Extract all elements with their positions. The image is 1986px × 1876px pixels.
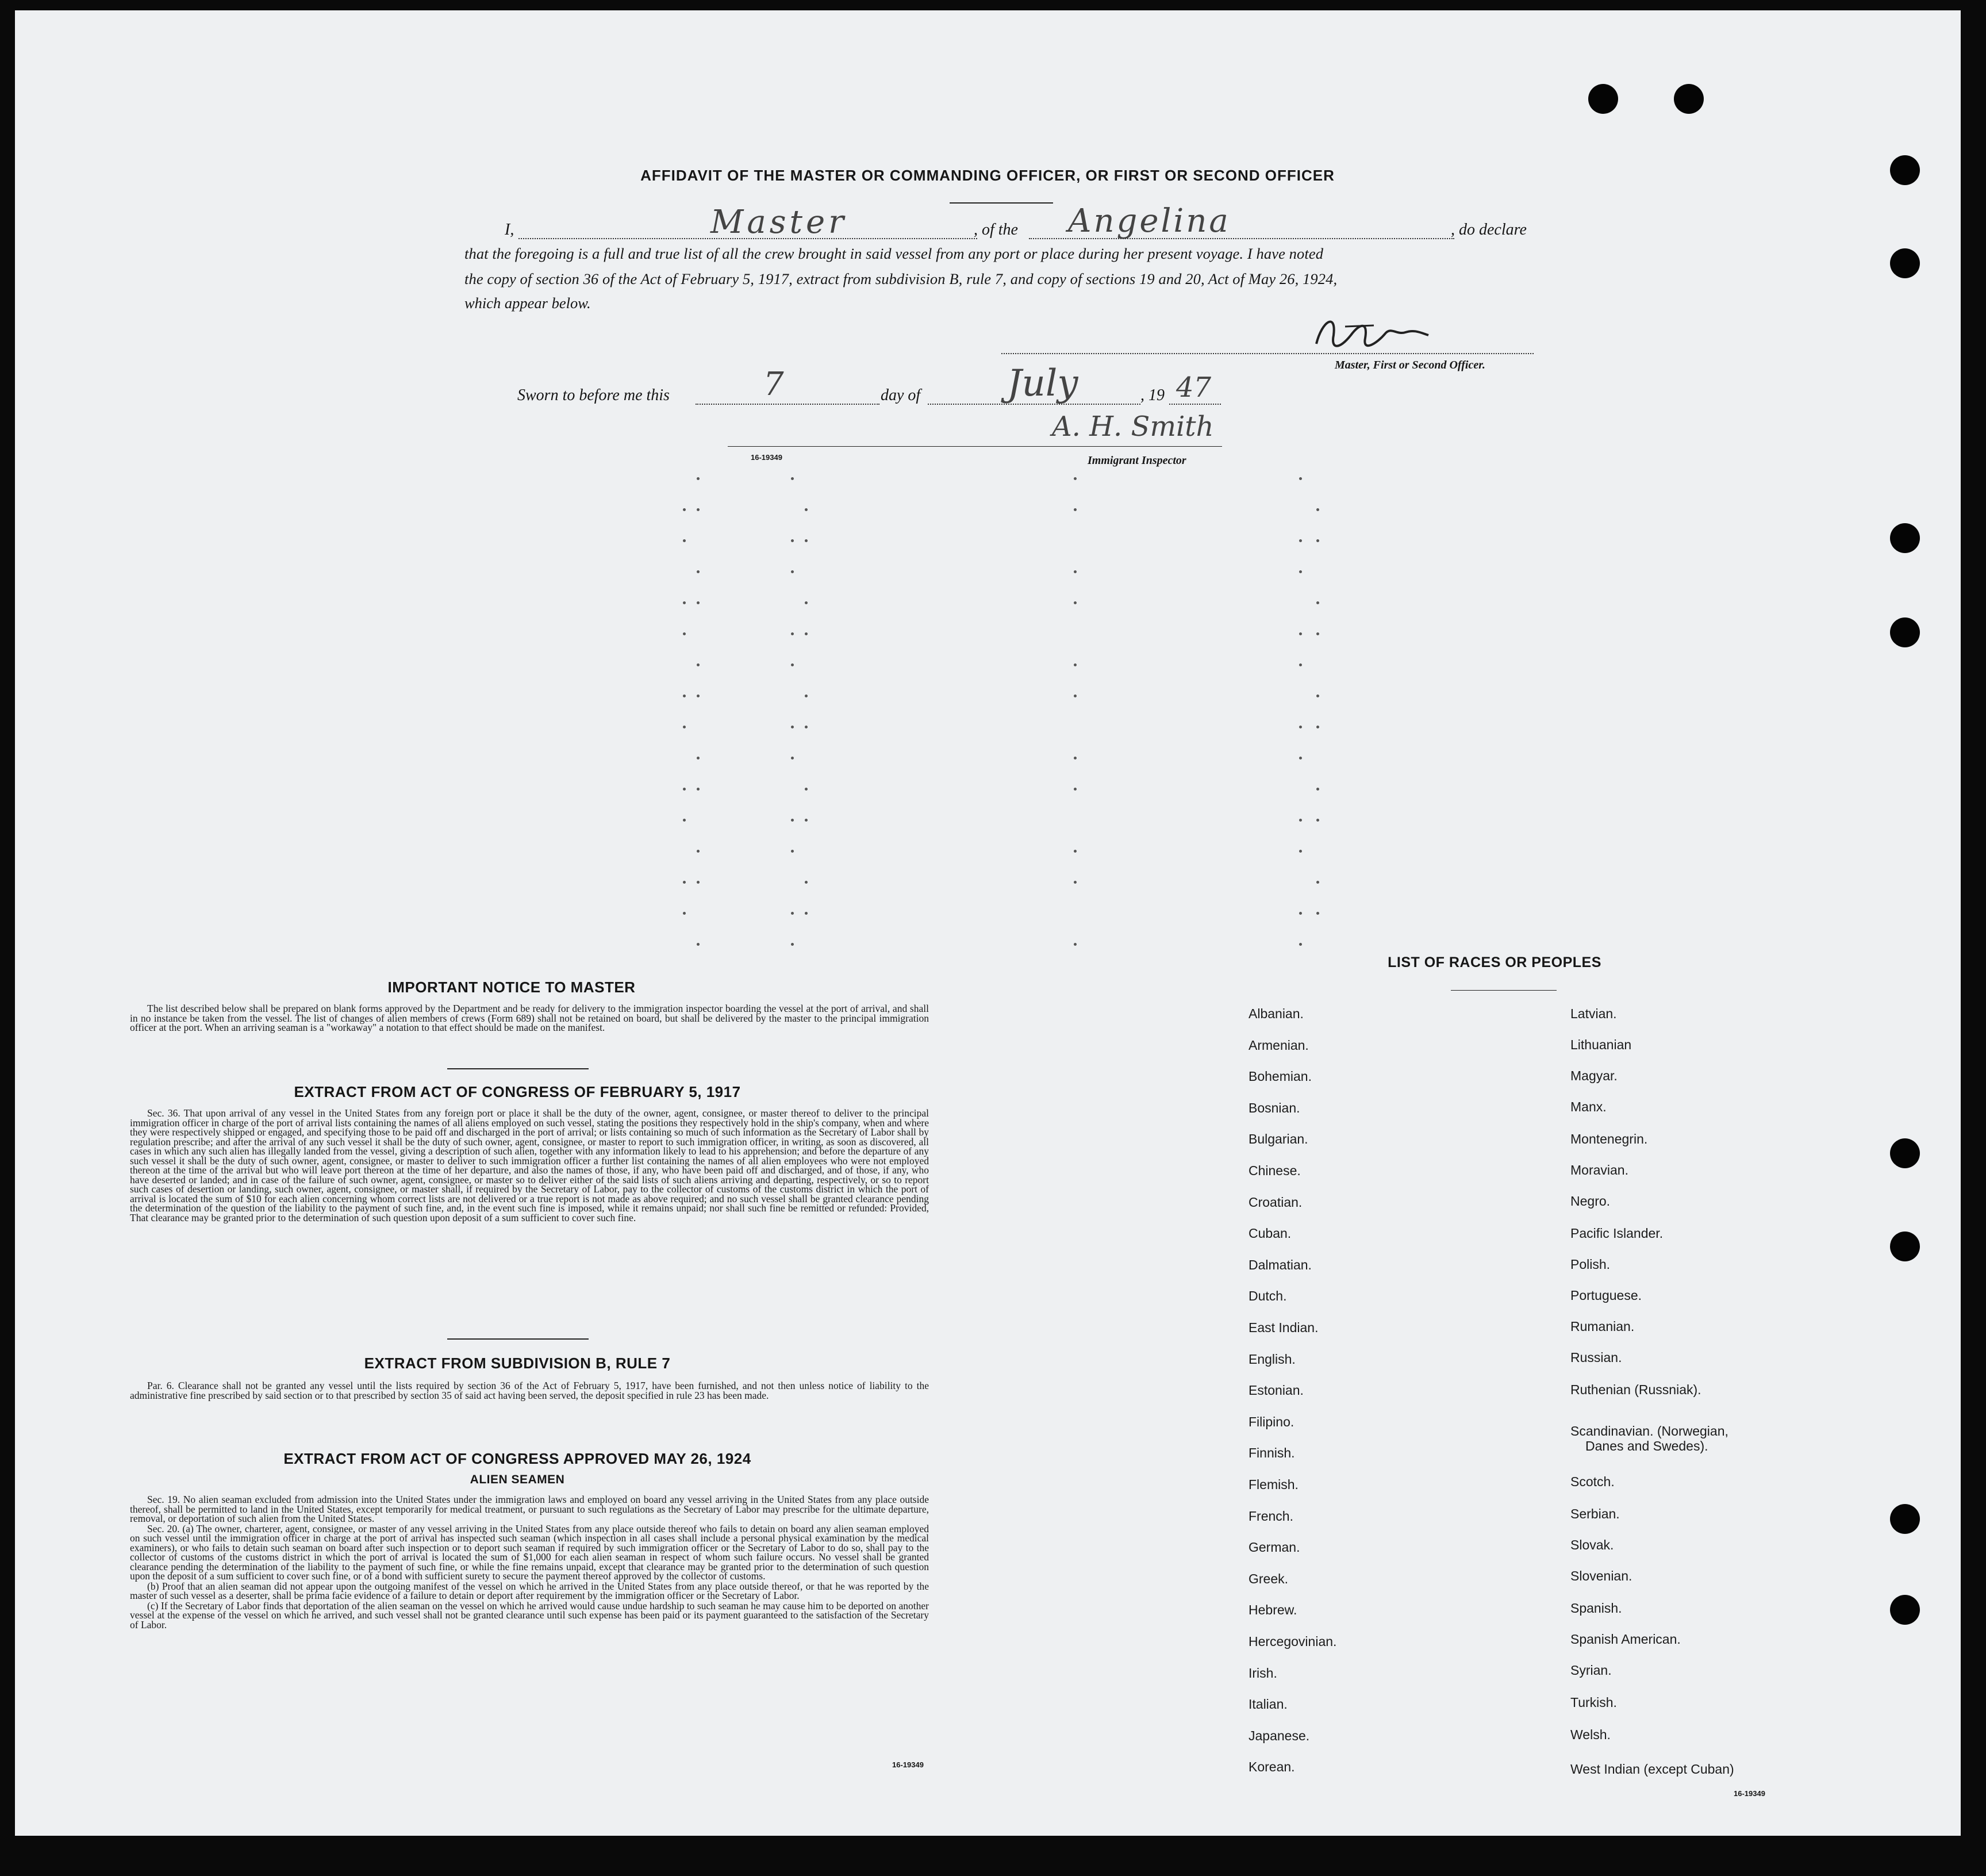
faint-dot xyxy=(697,570,700,573)
do-declare-label: , do declare xyxy=(1451,221,1527,239)
races-title: LIST OF RACES OR PEOPLES xyxy=(1388,954,1601,970)
race-item: Spanish. xyxy=(1570,1601,1622,1616)
faint-dot xyxy=(683,881,686,884)
faint-dot xyxy=(1316,881,1319,884)
day-handwritten: 7 xyxy=(763,366,784,403)
sec36-paragraph: Sec. 36. That upon arrival of any vessel in the United States from any foreign port or place it shall be the duty of the owner, agent, consignee, or master thereof to deliver to the principal immigration officer in charge of the port of arrival lists containing the names of all aliens employed on such vessel, stating the positions they respectively hold in the ship's company, when and where they were respectively shipped or engaged, and specifying those to be paid off and discharged in the port of arrival; or lists containing so much of such information as the Secretary of Labor shall by regulation prescribe; and after the arrival of any such vessel it shall be the duty of such owner, agent, consignee, or master to report to such immigration officer, in writing, as soon as discovered, all cases in which any such alien has illegally landed from the vessel, giving a description of such alien, together with any information likely to lead to his apprehension; and before the departure of any such vessel it shall be the duty of such owner, agent, consignee, or master to deliver to such immigration officer a further list containing the names of all alien employees who were not employed thereon at the time of the arrival but who will leave port thereon at the time of her departure, and also the names of those, if any, who have been paid off and discharged, and of those, if any, who have deserted or landed; and in case of the failure of such owner, agent, consignee, or master so to deliver either of the said lists of such aliens arriving and departing, respectively, or so to report such cases of desertion or landing, such owner, agent, consignee, or master shall, if required by the Secretary of Labor, pay to the collector of customs of the customs district in which the port of arrival is located the sum of $10 for each alien concerning whom correct lists are not delivered or a true report is not made as above required; and no such vessel shall be granted clearance pending the determination of the question of the liability to the payment of such fine, and, in the event such fine is imposed, while it remains unpaid; nor shall such fine be remitted or refunded: Provided, That clearance may be granted prior to the determination of such question upon deposit of a sum sufficient to cover such fine. xyxy=(130,1107,929,1223)
declaration-line-2: that the foregoing is a full and true list of all the crew brought in said vessel from any port or place during her present voyage. I have noted xyxy=(464,245,1324,262)
title-rule xyxy=(950,202,1053,204)
race-item: Bohemian. xyxy=(1249,1069,1312,1084)
race-item: Ruthenian (Russniak). xyxy=(1570,1382,1701,1397)
faint-dot xyxy=(1074,570,1077,573)
affidavit-form-number: 16-19349 xyxy=(751,453,782,462)
officer-handwritten: Master xyxy=(710,204,847,241)
punch-hole xyxy=(1890,1504,1920,1534)
faint-dot xyxy=(1074,881,1077,884)
extract-1924-text xyxy=(130,1495,929,1630)
faint-dot xyxy=(683,726,686,728)
faint-dot xyxy=(1299,819,1302,822)
race-item: Bulgarian. xyxy=(1249,1131,1308,1146)
affidavit-title: AFFIDAVIT OF THE MASTER OR COMMANDING OFFICER, OR FIRST OR SECOND OFFICER xyxy=(640,167,1335,184)
race-item: Japanese. xyxy=(1249,1728,1310,1743)
extract-1924-title: EXTRACT FROM ACT OF CONGRESS APPROVED MAY 26, 1924 xyxy=(283,1450,751,1467)
faint-dot xyxy=(791,663,794,666)
races-form-number: 16-19349 xyxy=(1734,1789,1765,1798)
race-item: Syrian. xyxy=(1570,1663,1612,1678)
day-of-label: day of xyxy=(881,386,921,404)
race-item: Korean. xyxy=(1249,1759,1295,1774)
race-item: Estonian. xyxy=(1249,1383,1304,1398)
faint-dot xyxy=(1074,477,1077,480)
faint-dot xyxy=(791,912,794,915)
extract-1917-title: EXTRACT FROM ACT OF CONGRESS OF FEBRUARY 5, 1917 xyxy=(294,1083,741,1100)
faint-dot xyxy=(697,757,700,759)
alien-seamen-subtitle: ALIEN SEAMEN xyxy=(470,1473,565,1486)
faint-dot xyxy=(683,788,686,791)
race-item: German. xyxy=(1249,1540,1300,1555)
day-line xyxy=(696,404,879,405)
faint-dot xyxy=(791,539,794,542)
faint-dot xyxy=(1299,539,1302,542)
faint-dot xyxy=(683,539,686,542)
faint-dot xyxy=(791,477,794,480)
master-caption: Master, First or Second Officer. xyxy=(1335,359,1485,371)
faint-dot xyxy=(791,819,794,822)
master-signature-line xyxy=(1001,353,1534,354)
extract-1917-text xyxy=(130,1108,929,1223)
race-item: Dutch. xyxy=(1249,1288,1287,1303)
faint-dot xyxy=(1316,726,1319,728)
faint-dot xyxy=(805,788,808,791)
race-item: Danes and Swedes). xyxy=(1585,1438,1708,1453)
faint-dot xyxy=(1299,757,1302,759)
faint-dot xyxy=(1316,539,1319,542)
race-item: Polish. xyxy=(1570,1257,1611,1272)
faint-dot xyxy=(791,632,794,635)
inspector-caption: Immigrant Inspector xyxy=(1088,454,1186,467)
race-item: Greek. xyxy=(1249,1571,1289,1586)
faint-dot xyxy=(697,695,700,697)
race-item: Armenian. xyxy=(1249,1038,1309,1053)
punch-hole xyxy=(1890,1138,1920,1168)
faint-dot xyxy=(805,539,808,542)
inspector-signature: A. H. Smith xyxy=(1052,411,1214,443)
faint-dot xyxy=(1299,477,1302,480)
faint-dot xyxy=(1074,788,1077,791)
year-prefix: , 19 xyxy=(1140,386,1165,404)
race-item: Moravian. xyxy=(1570,1163,1628,1177)
punch-hole xyxy=(1890,155,1920,185)
punch-hole xyxy=(1890,523,1920,553)
race-item: Flemish. xyxy=(1249,1477,1299,1492)
race-item: Latvian. xyxy=(1570,1006,1617,1021)
faint-dot xyxy=(791,943,794,946)
sec20b-paragraph: (b) Proof that an alien seaman did not appear upon the outgoing manifest of the vessel on which he arrived in the United States from any place outside thereof, or that he was reported by the master of such vessel as a deserter, shall be prima facie evidence of a failure to detain or deport after requirement by the immigration officer or the Secretary of Labor. xyxy=(130,1580,929,1601)
race-item: Magyar. xyxy=(1570,1068,1618,1083)
sec20a-paragraph: Sec. 20. (a) The owner, charterer, agent, consignee, or master of any vessel arriving in the United States from any place outside thereof who fails to detain on board any alien seaman employed on such vessel until the immigration officer in charge at the port of arrival has inspected such seaman (which inspection in all cases shall include a personal physical examination by the medical examiners), or who fails to detain such seaman on board after such inspection or to deport such seaman if required by such immigration officer or the Secretary of Labor to do so, shall pay to the collector of customs of the customs district in which the port of arrival is located the sum of $1,000 for each alien seaman in respect of whom such failure occurs. No vessel shall be granted clearance pending the determination of the liability to the payment of such fine, or while the fine remains unpaid, except that clearance may be granted prior to the determination of such question upon the deposit of a sum sufficient to cover such fine, or of a bond with sufficient surety to secure the payment thereof approved by the collector of customs. xyxy=(130,1522,929,1582)
punch-hole xyxy=(1588,84,1618,114)
rule7-text xyxy=(130,1381,929,1401)
inspector-line xyxy=(728,446,1222,447)
faint-dot xyxy=(697,881,700,884)
faint-dot xyxy=(683,819,686,822)
race-item: Finnish. xyxy=(1249,1445,1295,1460)
race-item: Montenegrin. xyxy=(1570,1131,1648,1146)
race-item: Hercegovinian. xyxy=(1249,1634,1337,1649)
faint-dot xyxy=(697,943,700,946)
master-signature xyxy=(1305,304,1460,361)
faint-dot xyxy=(1074,943,1077,946)
faint-dot xyxy=(1299,912,1302,915)
faint-dot xyxy=(683,508,686,511)
faint-dot xyxy=(683,695,686,697)
race-item: West Indian (except Cuban) xyxy=(1570,1762,1734,1777)
extract-form-number: 16-19349 xyxy=(892,1760,924,1769)
punch-hole xyxy=(1890,1232,1920,1261)
race-item: Albanian. xyxy=(1249,1006,1304,1021)
notice-text xyxy=(130,1004,929,1033)
faint-dot xyxy=(697,850,700,853)
faint-dot xyxy=(1299,632,1302,635)
race-item: Pacific Islander. xyxy=(1570,1226,1664,1241)
race-item: Serbian. xyxy=(1570,1506,1620,1521)
punch-hole xyxy=(1674,84,1704,114)
faint-dot xyxy=(697,663,700,666)
faint-dot xyxy=(1074,663,1077,666)
race-item: Manx. xyxy=(1570,1099,1607,1114)
vessel-handwritten: Angelina xyxy=(1068,202,1231,240)
race-item: Russian. xyxy=(1570,1350,1622,1365)
faint-dot xyxy=(791,726,794,728)
faint-dot xyxy=(1316,632,1319,635)
race-item: Turkish. xyxy=(1570,1695,1617,1710)
faint-dot xyxy=(805,601,808,604)
rule7-title: EXTRACT FROM SUBDIVISION B, RULE 7 xyxy=(364,1355,671,1372)
faint-dot xyxy=(805,695,808,697)
faint-dot xyxy=(1316,695,1319,697)
faint-dot xyxy=(791,570,794,573)
faint-dot xyxy=(683,601,686,604)
notice-paragraph: The list described below shall be prepared on blank forms approved by the Department and be ready for delivery to the immigration inspector boarding the vessel at the port of arrival, and shall in no instance be taken from the vessel. The list of changes of alien members of crews (Form 689) shall not be retained on board, but shall be delivered by the master to the principal immigration officer at the port. When an arriving seaman is a "workaway" a notation to that effect should be made on the manifest. xyxy=(130,1003,929,1033)
faint-dot xyxy=(805,508,808,511)
punch-hole xyxy=(1890,248,1920,278)
notice-title: IMPORTANT NOTICE TO MASTER xyxy=(387,979,636,996)
race-item: Bosnian. xyxy=(1249,1100,1300,1115)
faint-dot xyxy=(1299,726,1302,728)
faint-dot xyxy=(697,477,700,480)
declaration-line-4: which appear below. xyxy=(464,294,591,312)
faint-dot xyxy=(1316,508,1319,511)
races-title-rule xyxy=(1451,990,1557,991)
sworn-label: Sworn to before me this xyxy=(517,386,670,404)
race-item: Portuguese. xyxy=(1570,1288,1642,1303)
faint-dot xyxy=(1299,570,1302,573)
race-item: Chinese. xyxy=(1249,1163,1301,1178)
race-item: Spanish American. xyxy=(1570,1632,1681,1647)
faint-dot xyxy=(1316,819,1319,822)
race-item: Scandinavian. (Norwegian, xyxy=(1570,1424,1728,1438)
month-handwritten: July xyxy=(1007,362,1078,405)
section-rule xyxy=(447,1338,589,1340)
faint-dot xyxy=(683,912,686,915)
sec19-paragraph: Sec. 19. No alien seaman excluded from admission into the United States under the immigration laws and employed on board any vessel arriving in the United States from any place outside thereof, shall be permitted to land in the United States, except temporarily for medical treatment, or pursuant to such regulations as the Secretary of Labor may prescribe for the ultimate departure, removal, or deportation of such alien from the United States. xyxy=(130,1494,929,1524)
race-item: Dalmatian. xyxy=(1249,1257,1312,1272)
punch-hole xyxy=(1890,1595,1920,1625)
faint-dot xyxy=(1074,695,1077,697)
faint-dot xyxy=(1074,508,1077,511)
race-item: Hebrew. xyxy=(1249,1602,1297,1617)
race-item: Scotch. xyxy=(1570,1474,1615,1489)
faint-dot xyxy=(697,601,700,604)
race-item: Italian. xyxy=(1249,1697,1288,1712)
faint-dot xyxy=(1299,943,1302,946)
of-the-label: , of the xyxy=(974,221,1018,239)
prefix-i: I, xyxy=(505,221,514,239)
race-item: Rumanian. xyxy=(1570,1319,1635,1334)
race-item: Negro. xyxy=(1570,1194,1611,1209)
sec20c-paragraph: (c) If the Secretary of Labor finds that deportation of the alien seaman on the vessel on which he arrived would cause undue hardship to such seaman he may cause him to be deported on another vessel at the expense of the vessel on which he arrived, and such vessel shall not be granted clearance until such expense has been paid or its payment guaranteed to the satisfaction of the Secretary of Labor. xyxy=(130,1599,929,1631)
race-item: Welsh. xyxy=(1570,1727,1611,1742)
race-item: East Indian. xyxy=(1249,1320,1319,1335)
faint-dot xyxy=(1316,601,1319,604)
year-line xyxy=(1169,404,1221,405)
section-rule xyxy=(447,1068,589,1069)
faint-dot xyxy=(791,850,794,853)
faint-dot xyxy=(697,508,700,511)
faint-dot xyxy=(1074,601,1077,604)
faint-dot xyxy=(805,912,808,915)
faint-dot xyxy=(805,881,808,884)
punch-hole xyxy=(1890,617,1920,647)
race-item: Slovak. xyxy=(1570,1537,1614,1552)
race-item: Lithuanian xyxy=(1570,1037,1632,1052)
faint-dot xyxy=(1316,912,1319,915)
faint-dot xyxy=(791,757,794,759)
faint-dot xyxy=(805,632,808,635)
race-item: Slovenian. xyxy=(1570,1568,1632,1583)
faint-dot xyxy=(805,726,808,728)
year-handwritten: 47 xyxy=(1176,371,1212,404)
faint-dot xyxy=(1074,850,1077,853)
faint-dot xyxy=(697,788,700,791)
par6-paragraph: Par. 6. Clearance shall not be granted any vessel until the lists required by section 36 of the Act of February 5, 1917, have been furnished, and not then unless notice of liability to the administrative fine prescribed by said section or to that prescribed by section 35 of said act having been served, the deposit specified in rule 23 has been made. xyxy=(130,1380,929,1401)
race-item: Cuban. xyxy=(1249,1226,1292,1241)
faint-dot xyxy=(1316,788,1319,791)
declaration-line-3: the copy of section 36 of the Act of February 5, 1917, extract from subdivision B, rule 7, and copy of sections 19 and 20, Act of May 26, 1924, xyxy=(464,270,1338,287)
faint-dot xyxy=(1299,850,1302,853)
race-item: Filipino. xyxy=(1249,1414,1294,1429)
race-item: Irish. xyxy=(1249,1666,1277,1681)
faint-dot xyxy=(805,819,808,822)
faint-dot xyxy=(683,632,686,635)
faint-dot xyxy=(1299,663,1302,666)
race-item: French. xyxy=(1249,1509,1293,1524)
faint-dot xyxy=(1074,757,1077,759)
race-item: English. xyxy=(1249,1352,1296,1367)
race-item: Croatian. xyxy=(1249,1195,1303,1210)
